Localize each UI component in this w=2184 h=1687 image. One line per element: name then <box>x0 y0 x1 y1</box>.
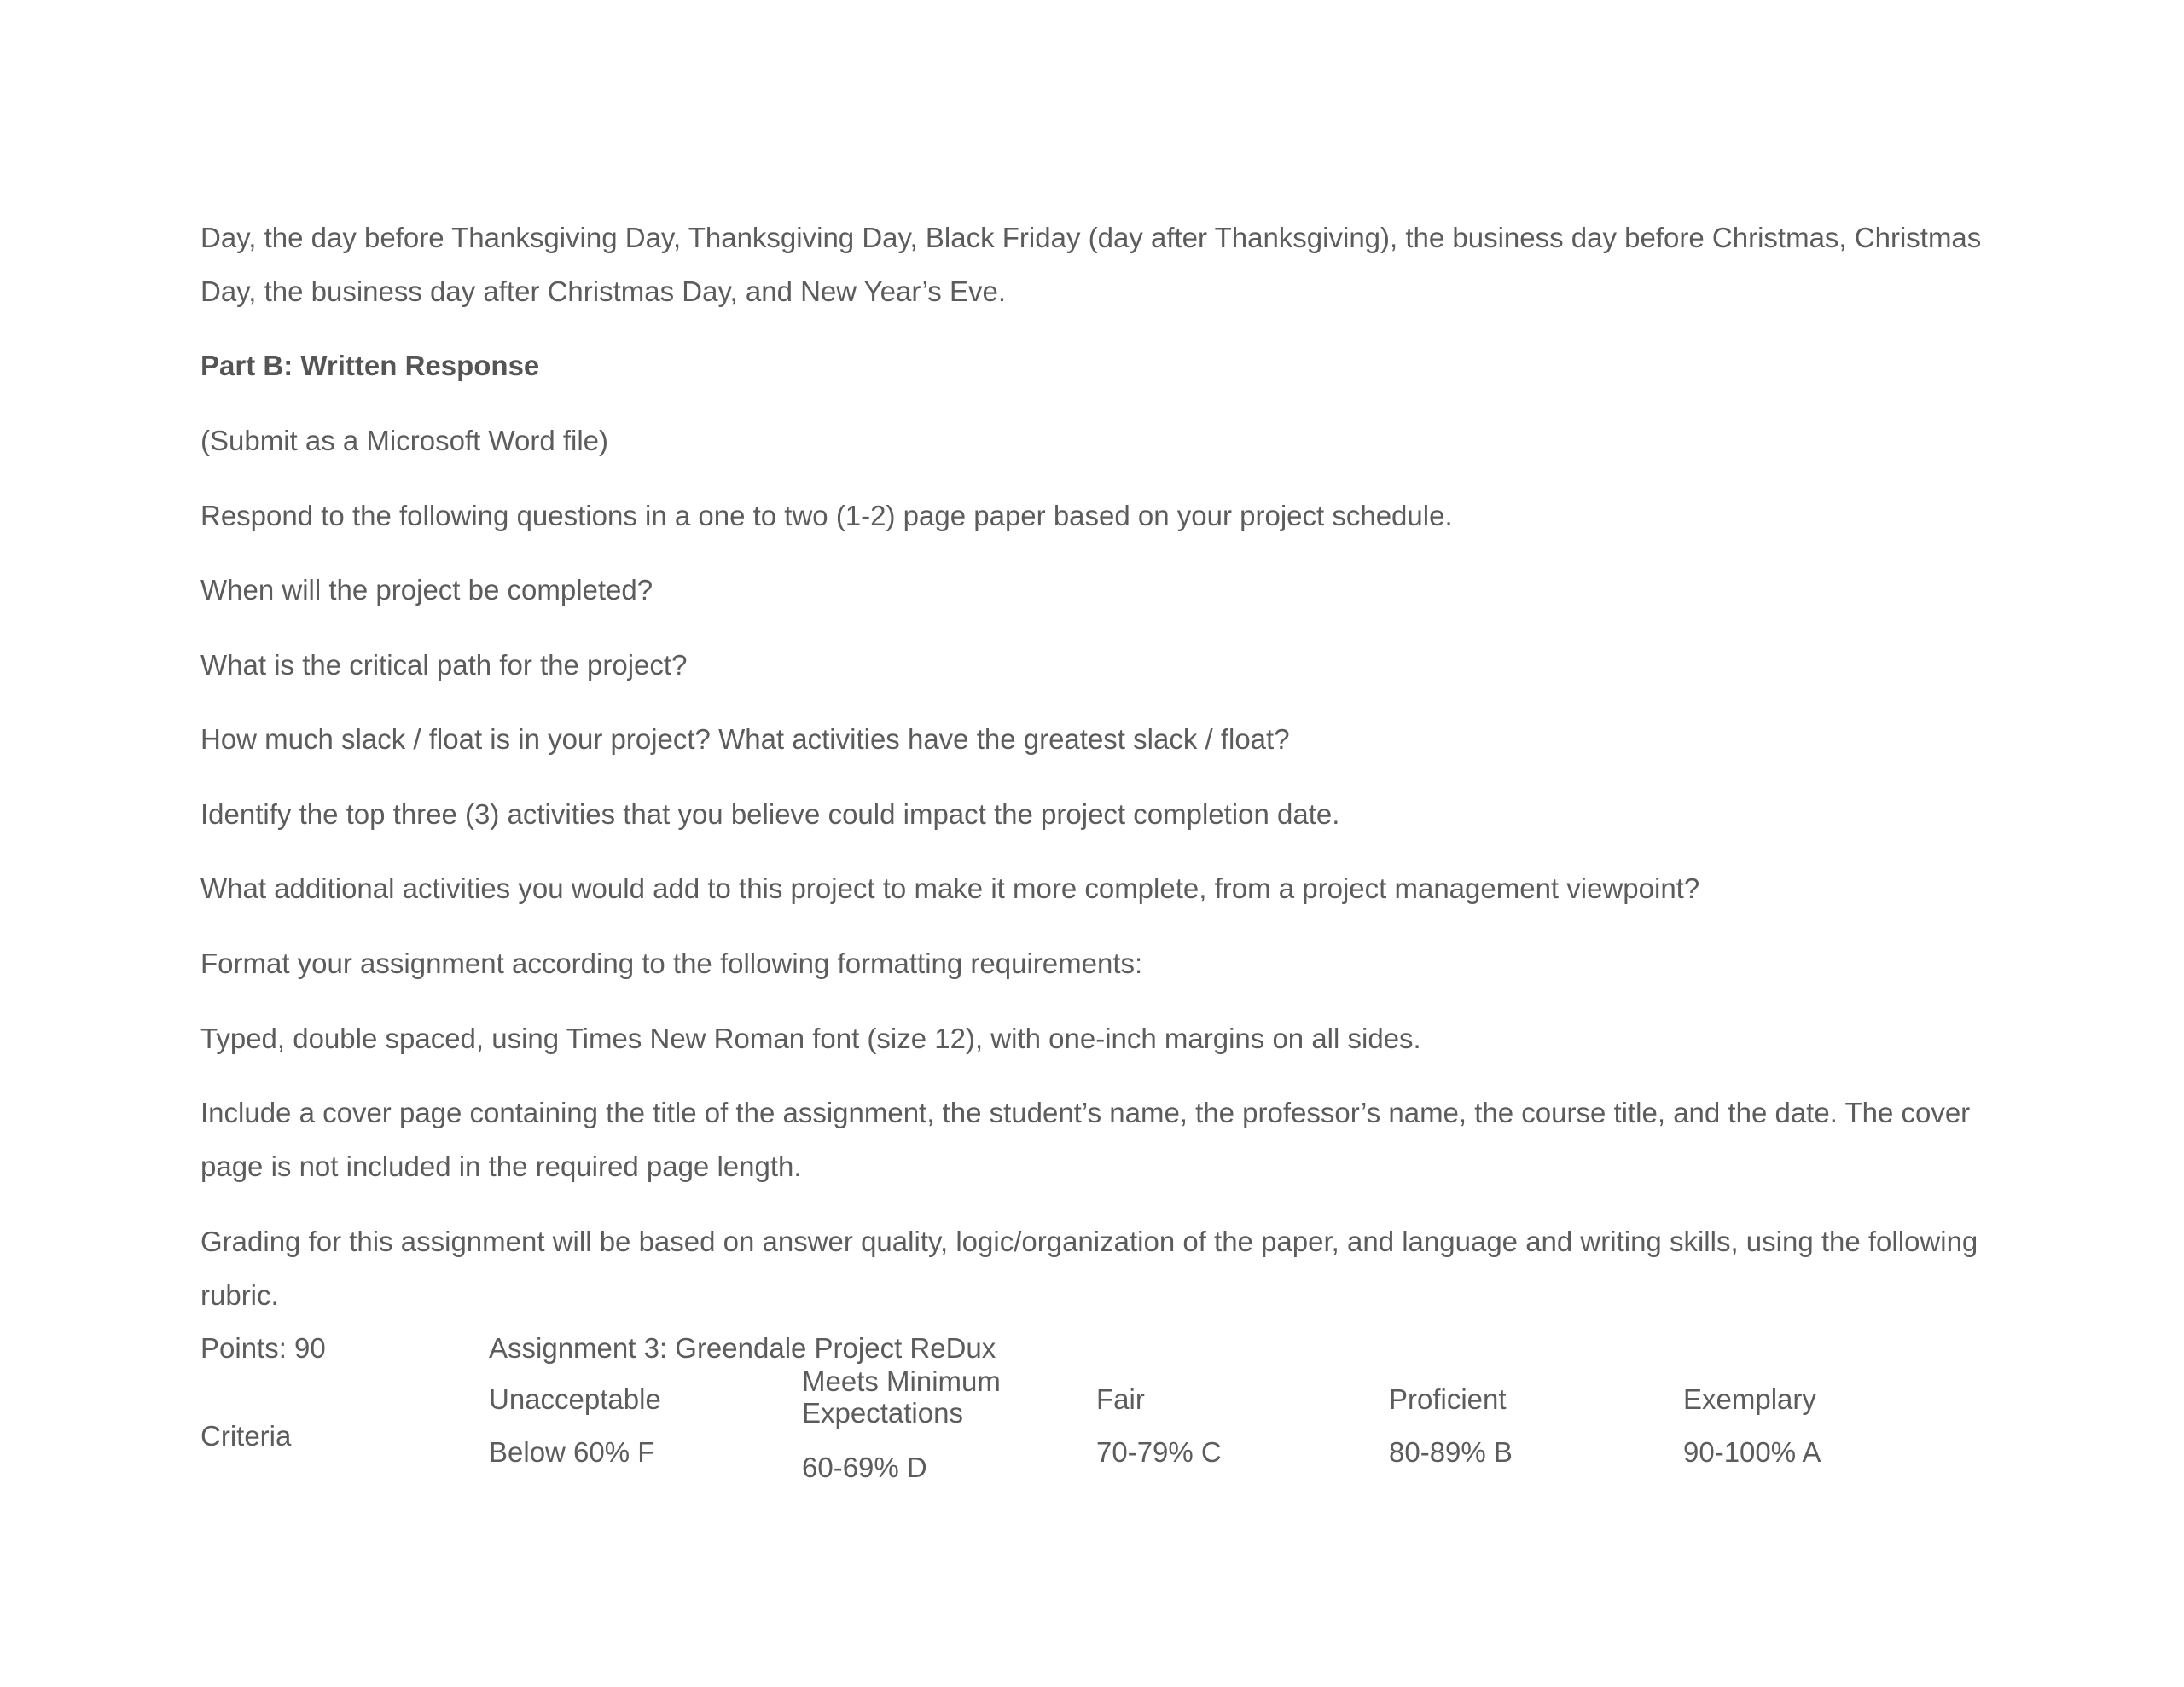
holiday-text-line-2: Day, the business day after Christmas Day, and New Year’s Eve. <box>200 275 1007 307</box>
rubric-assignment-title: Assignment 3: Greendale Project ReDux <box>489 1332 996 1364</box>
rubric-criteria-label: Criteria <box>200 1420 292 1452</box>
rubric-points: Points: 90 <box>200 1332 326 1364</box>
typed-requirements: Typed, double spaced, using Times New Roman font (size 12), with one-inch margins on all sides. <box>200 1023 1421 1054</box>
rubric-level-label: Proficient <box>1389 1383 1507 1415</box>
question-2: What is the critical path for the project? <box>200 649 688 681</box>
grading-text-line-1: Grading for this assignment will be based on answer quality, logic/organization of the paper, and language and writing skills, using the following <box>200 1226 1978 1257</box>
grading-text-line-2: rubric. <box>200 1279 279 1311</box>
rubric-grade-range: 80-89% B <box>1389 1436 1513 1468</box>
instructions-paragraph: Respond to the following questions in a one to two (1-2) page paper based on your project schedule. <box>200 500 1453 531</box>
rubric-level-label: Exemplary <box>1683 1383 1816 1415</box>
submit-note: (Submit as a Microsoft Word file) <box>200 425 609 456</box>
format-paragraph: Format your assignment according to the following formatting requirements: <box>200 948 1143 979</box>
question-1: When will the project be completed? <box>200 574 653 606</box>
rubric-grade-range: Below 60% F <box>489 1436 655 1468</box>
question-3: How much slack / float is in your project? What activities have the greatest slack / float? <box>200 723 1290 755</box>
rubric-grade-range: 60-69% D <box>802 1452 927 1483</box>
holiday-text-line-1: Day, the day before Thanksgiving Day, Thanksgiving Day, Black Friday (day after Thanksgiving), the business day before Christmas, Christmas <box>200 222 1982 253</box>
cover-page-text-line-1: Include a cover page containing the title of the assignment, the student’s name, the professor’s name, the course title, and the date. The cover <box>200 1097 1971 1128</box>
cover-page-text-line-2: page is not included in the required page length. <box>200 1151 802 1182</box>
rubric-level-label: Unacceptable <box>489 1383 661 1415</box>
rubric-level-label: Meets Minimum Expectations <box>802 1365 1001 1429</box>
question-4: Identify the top three (3) activities that you believe could impact the project completion date. <box>200 798 1340 830</box>
rubric-grade-range: 90-100% A <box>1683 1436 1821 1468</box>
rubric-grade-range: 70-79% C <box>1096 1436 1222 1468</box>
rubric-level-label: Fair <box>1096 1383 1145 1415</box>
section-heading: Part B: Written Response <box>200 350 540 381</box>
question-5: What additional activities you would add to this project to make it more complete, from a project management viewpoint? <box>200 872 1700 904</box>
